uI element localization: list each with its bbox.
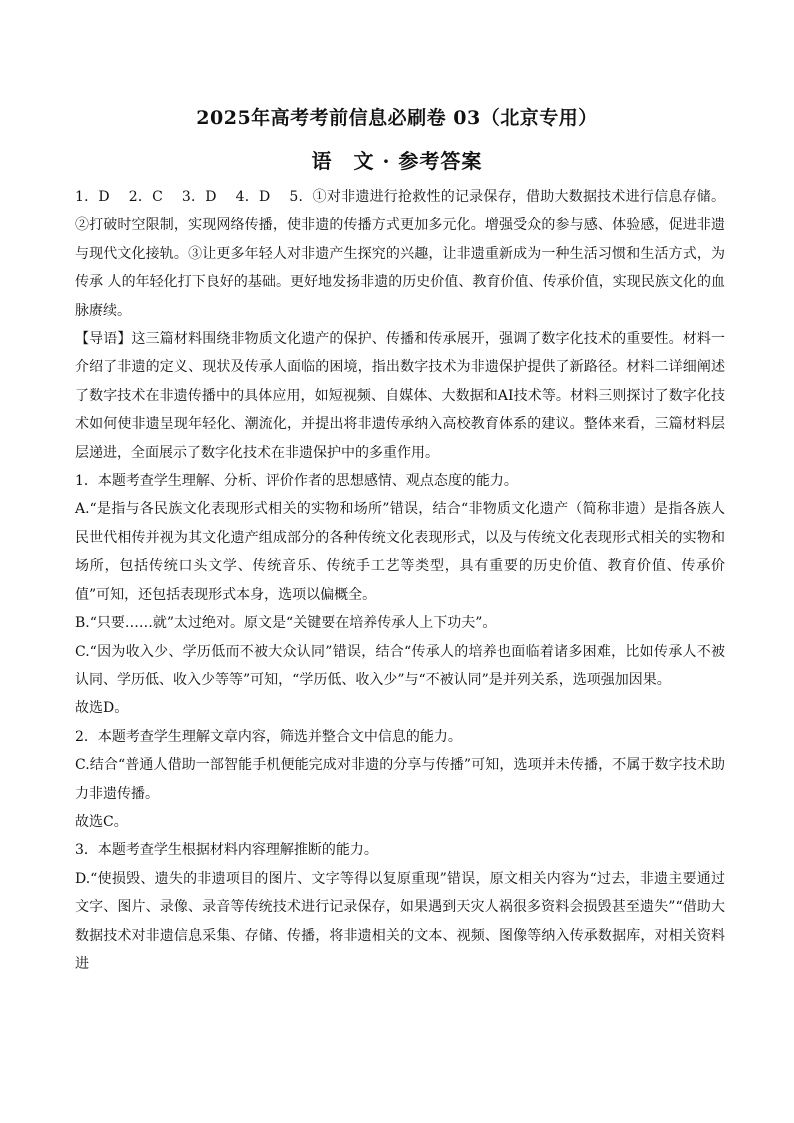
page-subtitle: 语 文 · 参考答案 — [311, 149, 483, 173]
guide-paragraph: 【导语】这三篇材料围绕非物质文化遗产的保护、传播和传承展开，强调了数字化技术的重要性。材料一介绍了非遗的定义、现状及传承人面临的困境，指出数字技术为非遗保护提供了新路径。材料二详细阐述了数字技术在非遗传播中的具体应用，如短视频、自媒体、大数据和AI技术等。材料三则探讨了数字化技术如何使非遗呈现年轻化、潮流化，并提出将非遗传承纳入高校教育体系的建议。整体来看，三篇材料层层递进，全面展示了数字化技术在非遗保护中的多重作用。 — [75, 331, 725, 461]
q2-heading: 2．本题考查学生理解文章内容，筛选并整合文中信息的能力。 — [75, 728, 462, 745]
q3-option-d: D.“使损毁、遗失的非遗项目的图片、文字等得以复原重现”错误，原文相关内容为“过去，非遗主要通过文字、图片、录像、录音等传统技术进行记录保存，如果遇到天灾人祸很多资料会损毁甚至遗失”“借助大数据技术对非遗信息采集、存储、传播，将非遗相关的文本、视频、图像等纳入传承数据库，对相关资料进 — [75, 870, 725, 972]
answer-key-paragraph: 1．D 2．C 3．D 4．D 5．①对非遗进行抢救性的记录保存，借助大数据技术进行信息存储。②打破时空限制，实现网络传播，使非遗的传播方式更加多元化。增强受众的参与感、体验感，促进非遗与现代文化接轨。③让更多年轻人对非遗产生探究的兴趣，让非遗重新成为一种生活习惯和生活方式，为传承 人的年轻化打下良好的基础。更好地发扬非遗的历史价值、教育价值、传承价值，实现民族文化的血脉赓续。 — [75, 189, 725, 319]
q2-option-c: C.结合“普通人借助一部智能手机便能完成对非遗的分享与传播”可知，选项并未传播，不属于数字技术助力非遗传播。 — [75, 757, 725, 802]
q2-answer: 故选C。 — [75, 813, 128, 830]
q1-option-c: C.“因为收入少、学历低而不被大众认同”错误，结合“传承人的培养也面临着诸多困难，比如传承人不被认同、学历低、收入少等等”可知，“学历低、收入少”与“不被认同”是并列关系，选项强加因果。 — [75, 643, 725, 688]
answer-content — [75, 183, 725, 978]
q1-answer: 故选D。 — [75, 700, 129, 717]
q1-option-b: B.“只要……就”太过绝对。原文是“关键要在培养传承人上下功夫”。 — [75, 615, 497, 632]
q3-heading: 3．本题考查学生根据材料内容理解推断的能力。 — [75, 842, 378, 859]
page-title: 2025年高考考前信息必刷卷 03（北京专用） — [196, 107, 598, 129]
q1-option-a: A.“是指与各民族文化表现形式相关的实物和场所”错误，结合“非物质文化遗产（简称非遗）是指各族人民世代相传并视为其文化遗产组成部分的各种传统文化表现形式，以及与传统文化表现形式相关的实物和场所，包括传统口头文学、传统音乐、传统手工艺等类型，具有重要的历史价值、教育价值、传承价值”可知，还包括表现形式本身，选项以偏概全。 — [75, 501, 725, 603]
q1-heading: 1．本题考查学生理解、分析、评价作者的思想感情、观点态度的能力。 — [75, 473, 518, 490]
